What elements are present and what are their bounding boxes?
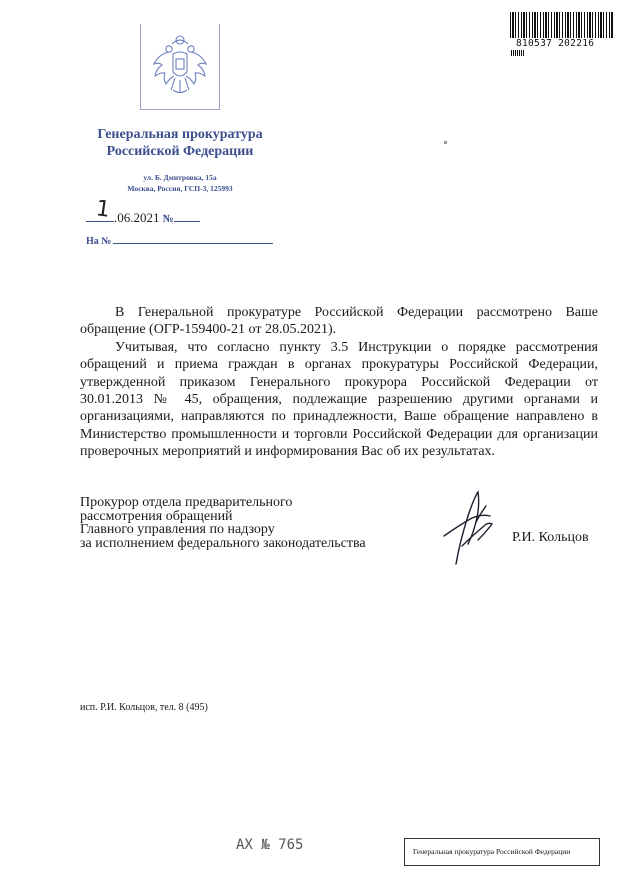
handwritten-day: 1: [94, 196, 112, 223]
signatory-title: [80, 496, 400, 550]
signatory-title-line4: за исполнением федерального законодательства: [80, 535, 366, 551]
address-line1: ул. Б. Дмитровка, 15а: [143, 173, 217, 182]
double-headed-eagle-icon: [149, 32, 211, 98]
executor-info: исп. Р.И. Кольцов, тел. 8 (495): [80, 702, 208, 713]
barcode-number: 810537 202216: [516, 38, 595, 49]
handwritten-signature: [438, 486, 498, 566]
signatory-title-line1: Прокурор отдела предварительного: [80, 495, 293, 510]
number-blank: [174, 221, 200, 222]
body-paragraph-2: Учитывая, что согласно пункту 3.5 Инструкции о порядке рассмотрения обращений и приема граждан в органах прокуратуры Российской Федерации, утвержденной приказом Генерального прокурора Российской Федерации от 30.01.2013 № 45, обращения, подлежащие разрешению другими органами и организациями, направляются по принадлежности, Ваше обращение направлено в Министерство промышленности и торговли Российской Федерации для организации проверочных мероприятий и информирования Вас об их результатах.: [80, 339, 598, 460]
barcode: [510, 12, 614, 38]
registration-stamp: АХ № 765: [236, 837, 304, 853]
date-printed: .06.2021: [114, 210, 160, 225]
org-name-line1: Генеральная прокуратура: [97, 127, 263, 142]
letter-body: [80, 304, 598, 461]
scan-speck: [444, 141, 447, 144]
reference-line: [86, 236, 273, 247]
body-paragraph-1: В Генеральной прокуратуре Российской Федерации рассмотрено Ваше обращение (ОГР-159400-21 от 28.05.2021).: [80, 305, 598, 338]
signatory-title-line2: рассмотрения обращений: [80, 508, 233, 524]
office-stamp-text: Генеральная прокуратура Российской Федерации: [413, 847, 571, 856]
date-line: [86, 210, 200, 226]
number-label: №: [162, 213, 174, 225]
org-name-line2: Российской Федерации: [106, 144, 254, 159]
reference-blank: [113, 243, 273, 244]
signatory-name: Р.И. Кольцов: [512, 530, 589, 545]
signatory-title-line3: Главного управления по надзору: [80, 522, 275, 537]
day-blank: [86, 221, 114, 222]
organization-name: [80, 126, 280, 160]
barcode-mini: [511, 50, 525, 56]
address-line2: Москва, Россия, ГСП-3, 125993: [127, 184, 233, 193]
organization-address: [80, 172, 280, 194]
emblem-frame: [140, 24, 220, 110]
reference-label: На №: [86, 236, 112, 247]
office-stamp-box: [404, 838, 600, 866]
